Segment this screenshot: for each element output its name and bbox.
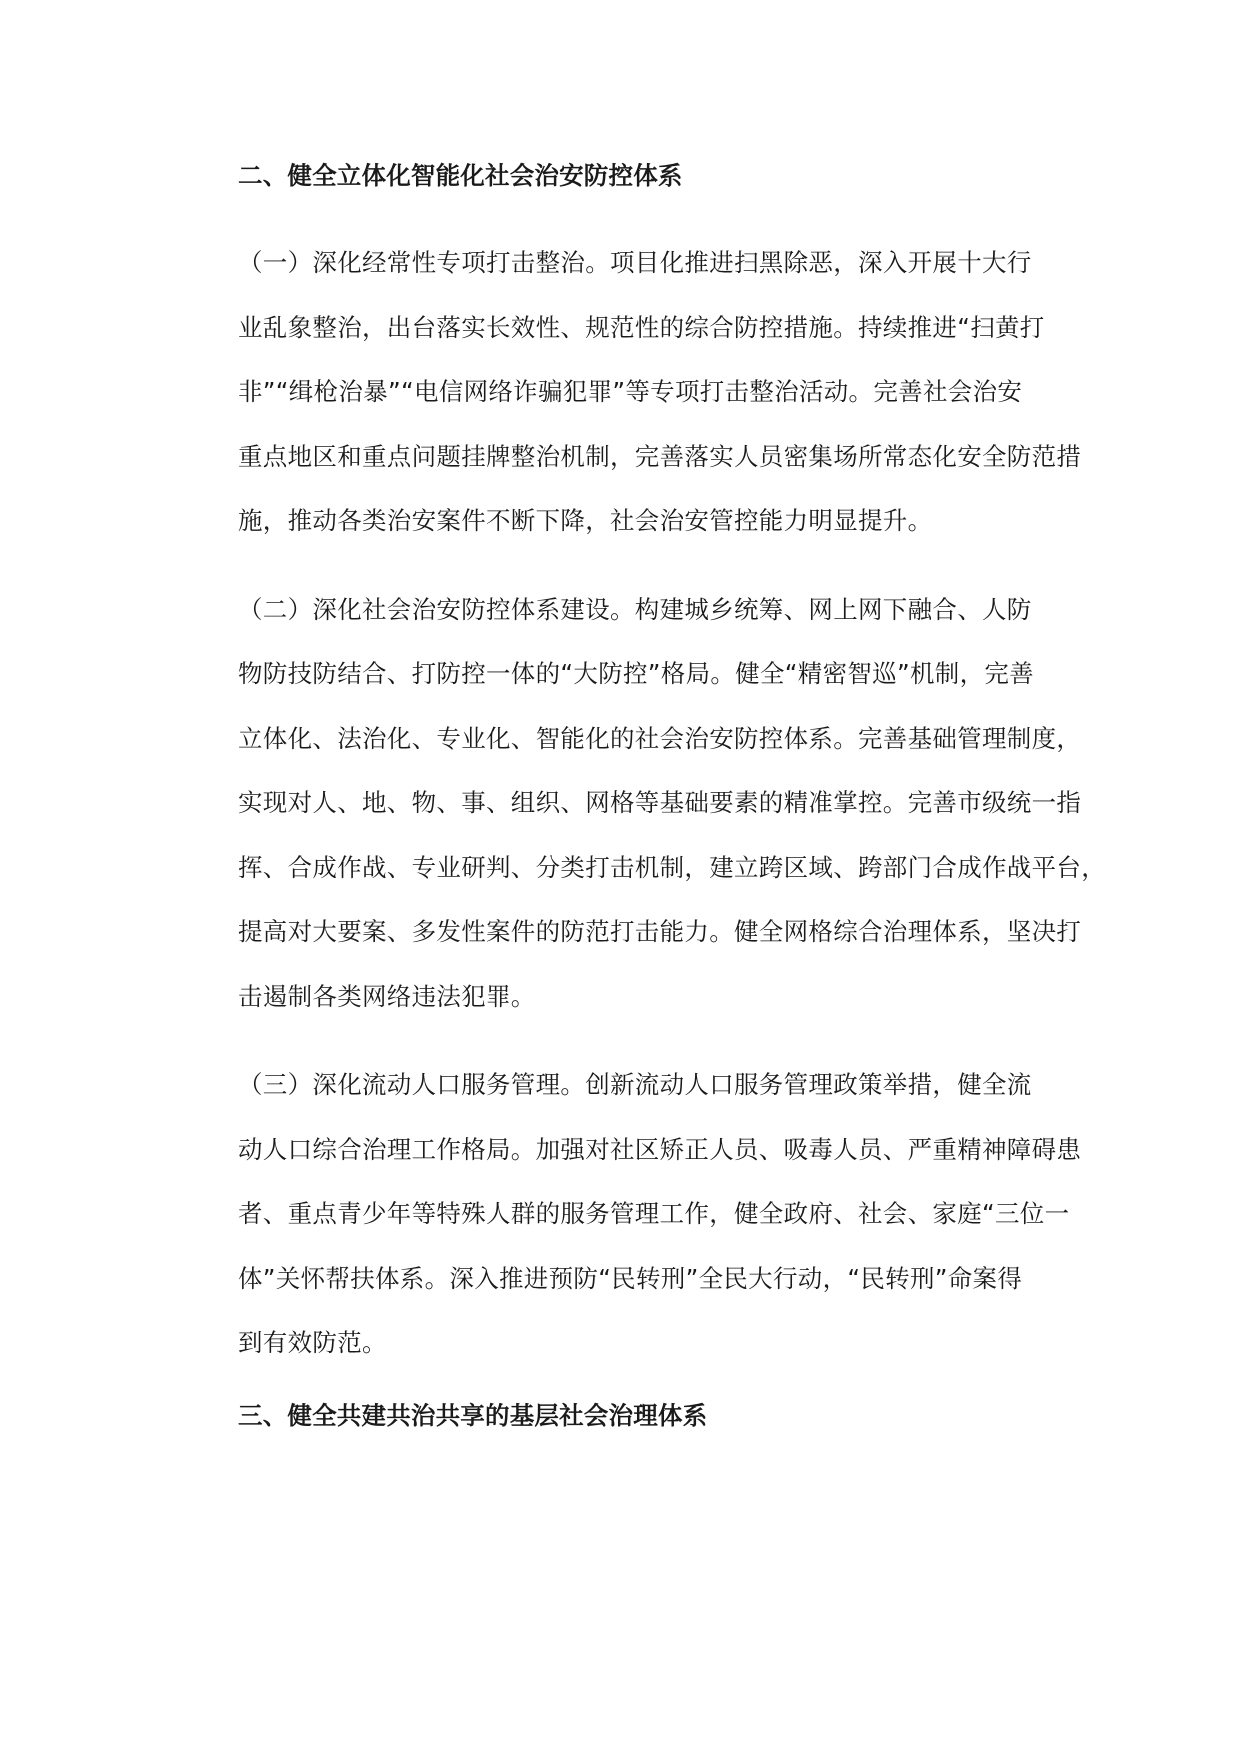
paragraph-line: 物防技防结合、打防控一体的“大防控”格局。健全“精密智巡”机制，完善 <box>238 659 1034 688</box>
paragraph-line: 者、重点青少年等特殊人群的服务管理工作，健全政府、社会、家庭“三位一 <box>238 1199 1070 1228</box>
paragraph-line: 击遏制各类网络违法犯罪。 <box>238 981 536 1011</box>
paragraph-line: 施，推动各类治安案件不断下降，社会治安管控能力明显提升。 <box>238 506 933 535</box>
paragraph-line: 挥、合成作战、专业研判、分类打击机制，建立跨区域、跨部门合成作战平台， <box>238 852 1106 882</box>
section-heading-two: 二、健全立体化智能化社会治安防控体系 <box>238 161 683 190</box>
paragraph-line: 重点地区和重点问题挂牌整治机制，完善落实人员密集场所常态化安全防范措 <box>238 441 1082 471</box>
paragraph-line: 立体化、法治化、专业化、智能化的社会治安防控体系。完善基础管理制度， <box>238 723 1082 753</box>
paragraph-line: 非”“缉枪治暴”“电信网络诈骗犯罪”等专项打击整治活动。完善社会治安 <box>238 377 1023 406</box>
paragraph-section-three <box>187 1053 1082 1376</box>
paragraph-line: 动人口综合治理工作格局。加强对社区矫正人员、吸毒人员、严重精神障碍患 <box>238 1134 1082 1164</box>
paragraph-section-two <box>187 578 1106 1030</box>
document-body <box>187 160 1106 1432</box>
paragraph-line: （一）深化经常性专项打击整治。项目化推进扫黑除恶，深入开展十大行 <box>238 248 1032 277</box>
paragraph-line: 体”关怀帮扶体系。深入推进预防“民转刑”全民大行动，“民转刑”命案得 <box>238 1263 1023 1293</box>
paragraph-line: 业乱象整治，出台落实长效性、规范性的综合防控措施。持续推进“扫黄打 <box>238 312 1045 342</box>
paragraph-line: 实现对人、地、物、事、组织、网格等基础要素的精准掌控。完善市级统一指 <box>238 788 1082 817</box>
paragraph-section-one <box>187 231 1082 554</box>
section-heading-three: 三、健全共建共治共享的基层社会治理体系 <box>238 1400 708 1430</box>
paragraph-line: 提高对大要案、多发性案件的防范打击能力。健全网格综合治理体系，坚决打 <box>238 917 1082 946</box>
paragraph-line: （二）深化社会治安防控体系建设。构建城乡统筹、网上网下融合、人防 <box>238 594 1032 624</box>
paragraph-line: 到有效防范。 <box>238 1328 387 1357</box>
paragraph-line: （三）深化流动人口服务管理。创新流动人口服务管理政策举措，健全流 <box>238 1070 1032 1099</box>
